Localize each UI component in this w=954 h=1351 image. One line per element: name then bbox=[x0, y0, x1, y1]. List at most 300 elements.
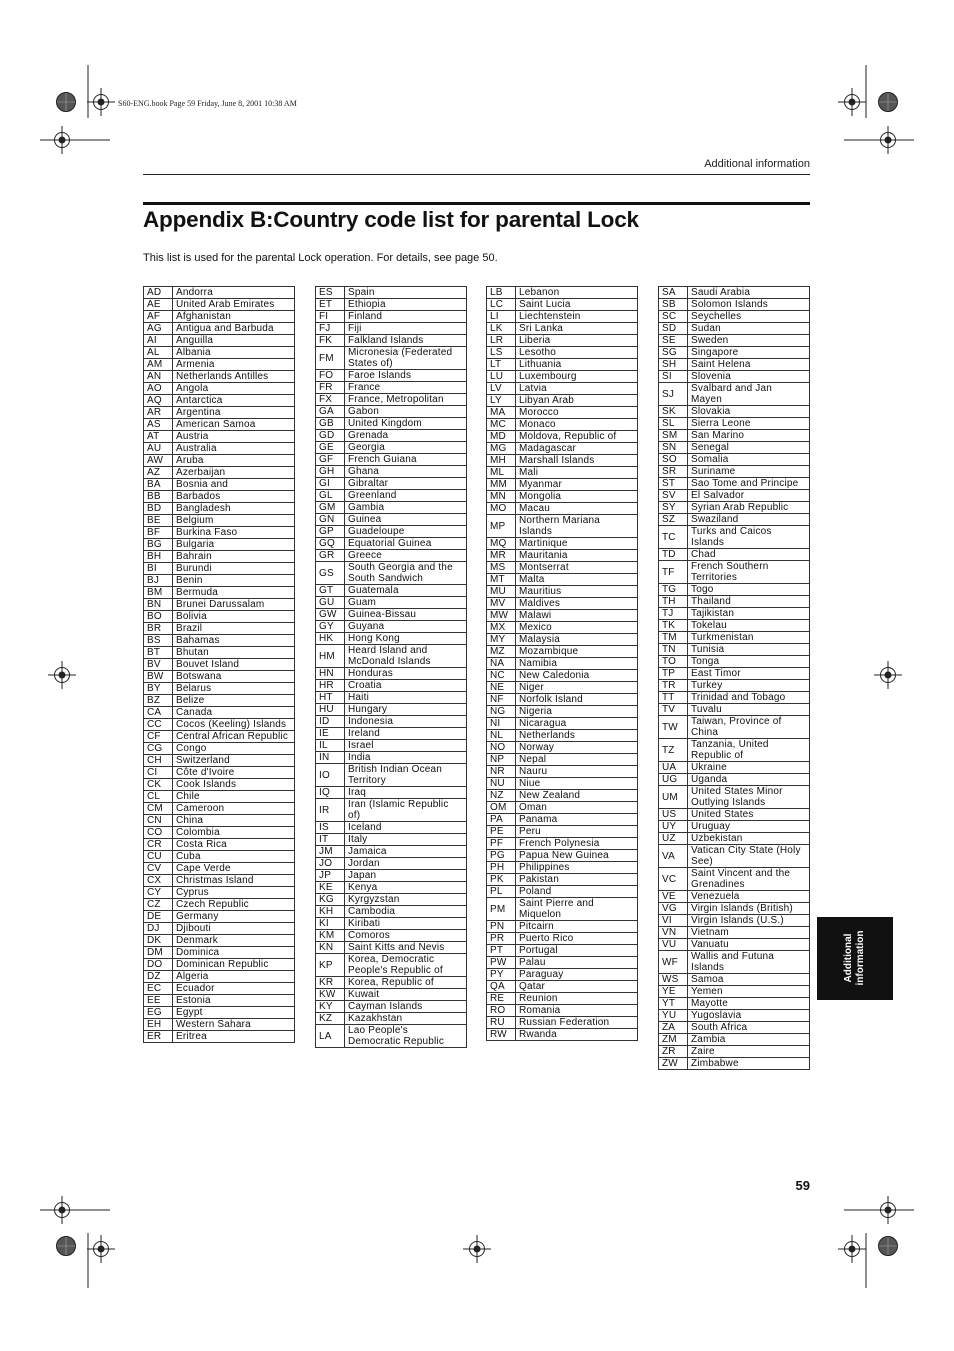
country-name: Pitcairn bbox=[516, 921, 638, 933]
country-name: Thailand bbox=[688, 596, 810, 608]
country-code: GN bbox=[316, 514, 345, 526]
table-row bbox=[144, 407, 295, 419]
table-row bbox=[144, 587, 295, 599]
table-row bbox=[659, 383, 810, 406]
country-code: IQ bbox=[316, 787, 345, 799]
table-row bbox=[316, 954, 467, 977]
table-row bbox=[144, 515, 295, 527]
table-row bbox=[144, 755, 295, 767]
table-row bbox=[487, 419, 638, 431]
country-name: French Southern Territories bbox=[688, 561, 810, 584]
table-row bbox=[659, 668, 810, 680]
table-row bbox=[316, 514, 467, 526]
country-name: Italy bbox=[345, 834, 467, 846]
country-code: PN bbox=[487, 921, 516, 933]
table-row bbox=[316, 621, 467, 633]
country-name: Sweden bbox=[688, 335, 810, 347]
table-row bbox=[144, 467, 295, 479]
country-code: SB bbox=[659, 299, 688, 311]
table-row bbox=[487, 347, 638, 359]
country-code: DK bbox=[144, 935, 173, 947]
country-name: Panama bbox=[516, 814, 638, 826]
country-code: SZ bbox=[659, 514, 688, 526]
country-code: SL bbox=[659, 418, 688, 430]
country-code: GT bbox=[316, 585, 345, 597]
country-code: RW bbox=[487, 1029, 516, 1041]
country-code: GE bbox=[316, 442, 345, 454]
table-row bbox=[316, 858, 467, 870]
table-row bbox=[316, 799, 467, 822]
country-code: MO bbox=[487, 503, 516, 515]
country-name: Equatorial Guinea bbox=[345, 538, 467, 550]
table-row bbox=[659, 442, 810, 454]
table-row bbox=[659, 596, 810, 608]
country-code: TD bbox=[659, 549, 688, 561]
country-code: NI bbox=[487, 718, 516, 730]
table-row bbox=[144, 767, 295, 779]
country-code: HR bbox=[316, 680, 345, 692]
country-code: HM bbox=[316, 645, 345, 668]
table-row bbox=[144, 455, 295, 467]
country-code: GY bbox=[316, 621, 345, 633]
country-code: TR bbox=[659, 680, 688, 692]
table-row bbox=[144, 923, 295, 935]
country-code: BN bbox=[144, 599, 173, 611]
country-name: Iceland bbox=[345, 822, 467, 834]
country-code: ES bbox=[316, 287, 345, 299]
country-name: Martinique bbox=[516, 538, 638, 550]
country-name: Netherlands Antilles bbox=[173, 371, 295, 383]
country-code: TM bbox=[659, 632, 688, 644]
country-name: Armenia bbox=[173, 359, 295, 371]
country-name: Czech Republic bbox=[173, 899, 295, 911]
table-row bbox=[487, 957, 638, 969]
country-code: CZ bbox=[144, 899, 173, 911]
country-code: LV bbox=[487, 383, 516, 395]
country-name: Mongolia bbox=[516, 491, 638, 503]
country-code: CX bbox=[144, 875, 173, 887]
country-name: Côte d'Ivoire bbox=[173, 767, 295, 779]
table-row bbox=[659, 418, 810, 430]
country-name: Niue bbox=[516, 778, 638, 790]
country-code: UM bbox=[659, 786, 688, 809]
country-name: Afghanistan bbox=[173, 311, 295, 323]
table-row bbox=[659, 656, 810, 668]
table-row bbox=[144, 719, 295, 731]
table-row bbox=[659, 692, 810, 704]
country-code: RE bbox=[487, 993, 516, 1005]
country-name: Gambia bbox=[345, 502, 467, 514]
country-name: Korea, Democratic People's Republic of bbox=[345, 954, 467, 977]
country-code: BB bbox=[144, 491, 173, 503]
table-row bbox=[659, 774, 810, 786]
country-code: MY bbox=[487, 634, 516, 646]
table-row bbox=[316, 287, 467, 299]
table-row bbox=[144, 803, 295, 815]
country-name: Saint Kitts and Nevis bbox=[345, 942, 467, 954]
country-name: Lebanon bbox=[516, 287, 638, 299]
table-row bbox=[316, 311, 467, 323]
table-row bbox=[144, 491, 295, 503]
country-name: Puerto Rico bbox=[516, 933, 638, 945]
table-row bbox=[487, 814, 638, 826]
country-code: TO bbox=[659, 656, 688, 668]
country-code: BO bbox=[144, 611, 173, 623]
country-code: YU bbox=[659, 1010, 688, 1022]
country-name: Azerbaijan bbox=[173, 467, 295, 479]
country-name: Bermuda bbox=[173, 587, 295, 599]
table-row bbox=[316, 728, 467, 740]
table-row bbox=[144, 383, 295, 395]
country-code: IO bbox=[316, 764, 345, 787]
country-code: LR bbox=[487, 335, 516, 347]
country-code: UG bbox=[659, 774, 688, 786]
country-code: GB bbox=[316, 418, 345, 430]
country-name: Lesotho bbox=[516, 347, 638, 359]
country-code: GH bbox=[316, 466, 345, 478]
country-code-table-3 bbox=[486, 286, 638, 1041]
table-row bbox=[487, 921, 638, 933]
country-code: LC bbox=[487, 299, 516, 311]
country-code: CI bbox=[144, 767, 173, 779]
country-code: TV bbox=[659, 704, 688, 716]
table-row bbox=[487, 371, 638, 383]
country-name: Paraguay bbox=[516, 969, 638, 981]
country-code: MR bbox=[487, 550, 516, 562]
country-name: Oman bbox=[516, 802, 638, 814]
table-row bbox=[487, 850, 638, 862]
country-code: SD bbox=[659, 323, 688, 335]
country-name: Germany bbox=[173, 911, 295, 923]
country-name: Sudan bbox=[688, 323, 810, 335]
table-row bbox=[487, 311, 638, 323]
country-code: AS bbox=[144, 419, 173, 431]
country-name: Singapore bbox=[688, 347, 810, 359]
country-name: Iraq bbox=[345, 787, 467, 799]
country-code: YE bbox=[659, 986, 688, 998]
country-code: ID bbox=[316, 716, 345, 728]
country-name: Faroe Islands bbox=[345, 370, 467, 382]
table-row bbox=[316, 822, 467, 834]
country-code: PF bbox=[487, 838, 516, 850]
table-row bbox=[659, 739, 810, 762]
country-name: Moldova, Republic of bbox=[516, 431, 638, 443]
country-code: IL bbox=[316, 740, 345, 752]
country-code: VN bbox=[659, 927, 688, 939]
country-name: Morocco bbox=[516, 407, 638, 419]
table-row bbox=[659, 561, 810, 584]
country-name: Vietnam bbox=[688, 927, 810, 939]
table-row bbox=[487, 538, 638, 550]
table-row bbox=[144, 851, 295, 863]
country-name: United States bbox=[688, 809, 810, 821]
table-row bbox=[144, 995, 295, 1007]
table-row bbox=[659, 371, 810, 383]
country-code: HN bbox=[316, 668, 345, 680]
country-code: HK bbox=[316, 633, 345, 645]
country-name: Uzbekistan bbox=[688, 833, 810, 845]
country-name: Saint Helena bbox=[688, 359, 810, 371]
country-name: Latvia bbox=[516, 383, 638, 395]
table-row bbox=[144, 1007, 295, 1019]
country-name: Saudi Arabia bbox=[688, 287, 810, 299]
country-name: El Salvador bbox=[688, 490, 810, 502]
country-code: ZA bbox=[659, 1022, 688, 1034]
country-code: IN bbox=[316, 752, 345, 764]
country-code: SR bbox=[659, 466, 688, 478]
country-name: Japan bbox=[345, 870, 467, 882]
table-row bbox=[487, 993, 638, 1005]
country-code: SA bbox=[659, 287, 688, 299]
table-row bbox=[487, 766, 638, 778]
table-row bbox=[487, 658, 638, 670]
country-name: Fiji bbox=[345, 323, 467, 335]
country-name: Norway bbox=[516, 742, 638, 754]
country-code: EC bbox=[144, 983, 173, 995]
country-code: UY bbox=[659, 821, 688, 833]
country-code: MM bbox=[487, 479, 516, 491]
table-row bbox=[487, 407, 638, 419]
country-name: Guam bbox=[345, 597, 467, 609]
table-row bbox=[316, 1013, 467, 1025]
table-row bbox=[316, 704, 467, 716]
table-row bbox=[659, 406, 810, 418]
table-row bbox=[659, 490, 810, 502]
country-name: Sierra Leone bbox=[688, 418, 810, 430]
table-row bbox=[144, 947, 295, 959]
country-name: Niger bbox=[516, 682, 638, 694]
table-row bbox=[144, 479, 295, 491]
country-code: DM bbox=[144, 947, 173, 959]
country-name: French Guiana bbox=[345, 454, 467, 466]
country-code-table-1 bbox=[143, 286, 295, 1043]
table-row bbox=[144, 971, 295, 983]
table-row bbox=[316, 834, 467, 846]
country-name: Ukraine bbox=[688, 762, 810, 774]
table-row bbox=[659, 1034, 810, 1046]
table-row bbox=[316, 382, 467, 394]
table-row bbox=[316, 597, 467, 609]
table-row bbox=[316, 323, 467, 335]
table-row bbox=[487, 682, 638, 694]
table-row bbox=[659, 466, 810, 478]
country-name: Mauritius bbox=[516, 586, 638, 598]
table-row bbox=[316, 550, 467, 562]
country-name: Venezuela bbox=[688, 891, 810, 903]
table-row bbox=[316, 1001, 467, 1013]
country-code: CF bbox=[144, 731, 173, 743]
country-code: OM bbox=[487, 802, 516, 814]
country-name: Tuvalu bbox=[688, 704, 810, 716]
table-row bbox=[659, 311, 810, 323]
country-name: Slovenia bbox=[688, 371, 810, 383]
country-name: Guadeloupe bbox=[345, 526, 467, 538]
country-name: Cuba bbox=[173, 851, 295, 863]
country-name: Tokelau bbox=[688, 620, 810, 632]
table-row bbox=[487, 670, 638, 682]
country-code: NR bbox=[487, 766, 516, 778]
table-row bbox=[659, 644, 810, 656]
country-code: PK bbox=[487, 874, 516, 886]
table-row bbox=[487, 622, 638, 634]
country-name: Lao People's Democratic Republic bbox=[345, 1025, 467, 1048]
page-title: Appendix B:Country code list for parental Lock bbox=[143, 207, 639, 232]
table-row bbox=[487, 718, 638, 730]
country-code: IS bbox=[316, 822, 345, 834]
country-name: Finland bbox=[345, 311, 467, 323]
country-code: TN bbox=[659, 644, 688, 656]
table-row bbox=[144, 899, 295, 911]
table-row bbox=[659, 299, 810, 311]
table-row bbox=[316, 752, 467, 764]
table-row bbox=[316, 764, 467, 787]
country-name: Chile bbox=[173, 791, 295, 803]
country-name: Liechtenstein bbox=[516, 311, 638, 323]
country-code: NO bbox=[487, 742, 516, 754]
country-code: EE bbox=[144, 995, 173, 1007]
country-code: GD bbox=[316, 430, 345, 442]
print-info: S60-ENG.book Page 59 Friday, June 8, 2001 10:38 AM bbox=[118, 99, 297, 108]
table-row bbox=[316, 894, 467, 906]
country-code: CA bbox=[144, 707, 173, 719]
country-name: Bolivia bbox=[173, 611, 295, 623]
table-row bbox=[144, 635, 295, 647]
country-name: Tajikistan bbox=[688, 608, 810, 620]
country-name: Vanuatu bbox=[688, 939, 810, 951]
table-row bbox=[316, 335, 467, 347]
country-name: Philippines bbox=[516, 862, 638, 874]
table-row bbox=[659, 454, 810, 466]
section-label: Additional information bbox=[704, 158, 810, 170]
table-row bbox=[316, 716, 467, 728]
country-name: Dominica bbox=[173, 947, 295, 959]
country-name: Chad bbox=[688, 549, 810, 561]
country-name: Kyrgyzstan bbox=[345, 894, 467, 906]
country-name: Trinidad and Tobago bbox=[688, 692, 810, 704]
country-code: MA bbox=[487, 407, 516, 419]
country-name: Korea, Republic of bbox=[345, 977, 467, 989]
country-name: Saint Lucia bbox=[516, 299, 638, 311]
table-row bbox=[487, 287, 638, 299]
country-name: Zaire bbox=[688, 1046, 810, 1058]
country-name: Somalia bbox=[688, 454, 810, 466]
table-row bbox=[487, 383, 638, 395]
country-code: KG bbox=[316, 894, 345, 906]
country-name: Macau bbox=[516, 503, 638, 515]
table-row bbox=[144, 371, 295, 383]
country-code: SE bbox=[659, 335, 688, 347]
table-row bbox=[316, 442, 467, 454]
table-row bbox=[659, 549, 810, 561]
country-name: Uruguay bbox=[688, 821, 810, 833]
table-row bbox=[316, 502, 467, 514]
country-name: Madagascar bbox=[516, 443, 638, 455]
country-name: Mayotte bbox=[688, 998, 810, 1010]
table-row bbox=[659, 891, 810, 903]
country-code: BG bbox=[144, 539, 173, 551]
country-name: Solomon Islands bbox=[688, 299, 810, 311]
country-code: LA bbox=[316, 1025, 345, 1048]
table-row bbox=[316, 740, 467, 752]
country-code: VG bbox=[659, 903, 688, 915]
country-code: SN bbox=[659, 442, 688, 454]
country-name: Bosnia and bbox=[173, 479, 295, 491]
country-code: MD bbox=[487, 431, 516, 443]
country-name: Andorra bbox=[173, 287, 295, 299]
table-row bbox=[487, 323, 638, 335]
table-row bbox=[144, 935, 295, 947]
country-name: Australia bbox=[173, 443, 295, 455]
country-name: Pakistan bbox=[516, 874, 638, 886]
country-name: Vatican City State (Holy See) bbox=[688, 845, 810, 868]
country-name: France, Metropolitan bbox=[345, 394, 467, 406]
table-row bbox=[144, 983, 295, 995]
country-code: BJ bbox=[144, 575, 173, 587]
table-row bbox=[316, 989, 467, 1001]
table-row bbox=[487, 467, 638, 479]
country-name: Malawi bbox=[516, 610, 638, 622]
country-code: BE bbox=[144, 515, 173, 527]
country-name: Bahamas bbox=[173, 635, 295, 647]
country-code: PE bbox=[487, 826, 516, 838]
table-row bbox=[144, 503, 295, 515]
country-name: Cameroon bbox=[173, 803, 295, 815]
country-code: VE bbox=[659, 891, 688, 903]
country-code: AL bbox=[144, 347, 173, 359]
table-row bbox=[659, 939, 810, 951]
table-row bbox=[659, 986, 810, 998]
country-name: Myanmar bbox=[516, 479, 638, 491]
country-code: NE bbox=[487, 682, 516, 694]
country-name: Bangladesh bbox=[173, 503, 295, 515]
table-row bbox=[144, 683, 295, 695]
table-row bbox=[487, 586, 638, 598]
country-code: BR bbox=[144, 623, 173, 635]
table-row bbox=[316, 585, 467, 597]
country-code: ET bbox=[316, 299, 345, 311]
table-row bbox=[487, 874, 638, 886]
table-row bbox=[316, 418, 467, 430]
country-code: GU bbox=[316, 597, 345, 609]
country-code: RU bbox=[487, 1017, 516, 1029]
country-code: RO bbox=[487, 1005, 516, 1017]
country-code: LY bbox=[487, 395, 516, 407]
table-row bbox=[144, 707, 295, 719]
country-code: DO bbox=[144, 959, 173, 971]
country-code: BA bbox=[144, 479, 173, 491]
country-name: Congo bbox=[173, 743, 295, 755]
table-row bbox=[144, 431, 295, 443]
country-code: IE bbox=[316, 728, 345, 740]
country-name: Switzerland bbox=[173, 755, 295, 767]
table-row bbox=[659, 903, 810, 915]
country-code: JP bbox=[316, 870, 345, 882]
country-code: MT bbox=[487, 574, 516, 586]
country-code: CG bbox=[144, 743, 173, 755]
country-code: LK bbox=[487, 323, 516, 335]
country-code: GQ bbox=[316, 538, 345, 550]
country-name: Dominican Republic bbox=[173, 959, 295, 971]
country-name: Burkina Faso bbox=[173, 527, 295, 539]
table-row bbox=[144, 779, 295, 791]
country-code: BT bbox=[144, 647, 173, 659]
country-code: BW bbox=[144, 671, 173, 683]
table-row bbox=[316, 787, 467, 799]
country-code: AG bbox=[144, 323, 173, 335]
table-row bbox=[659, 347, 810, 359]
country-name: Belarus bbox=[173, 683, 295, 695]
country-name: Ethiopia bbox=[345, 299, 467, 311]
